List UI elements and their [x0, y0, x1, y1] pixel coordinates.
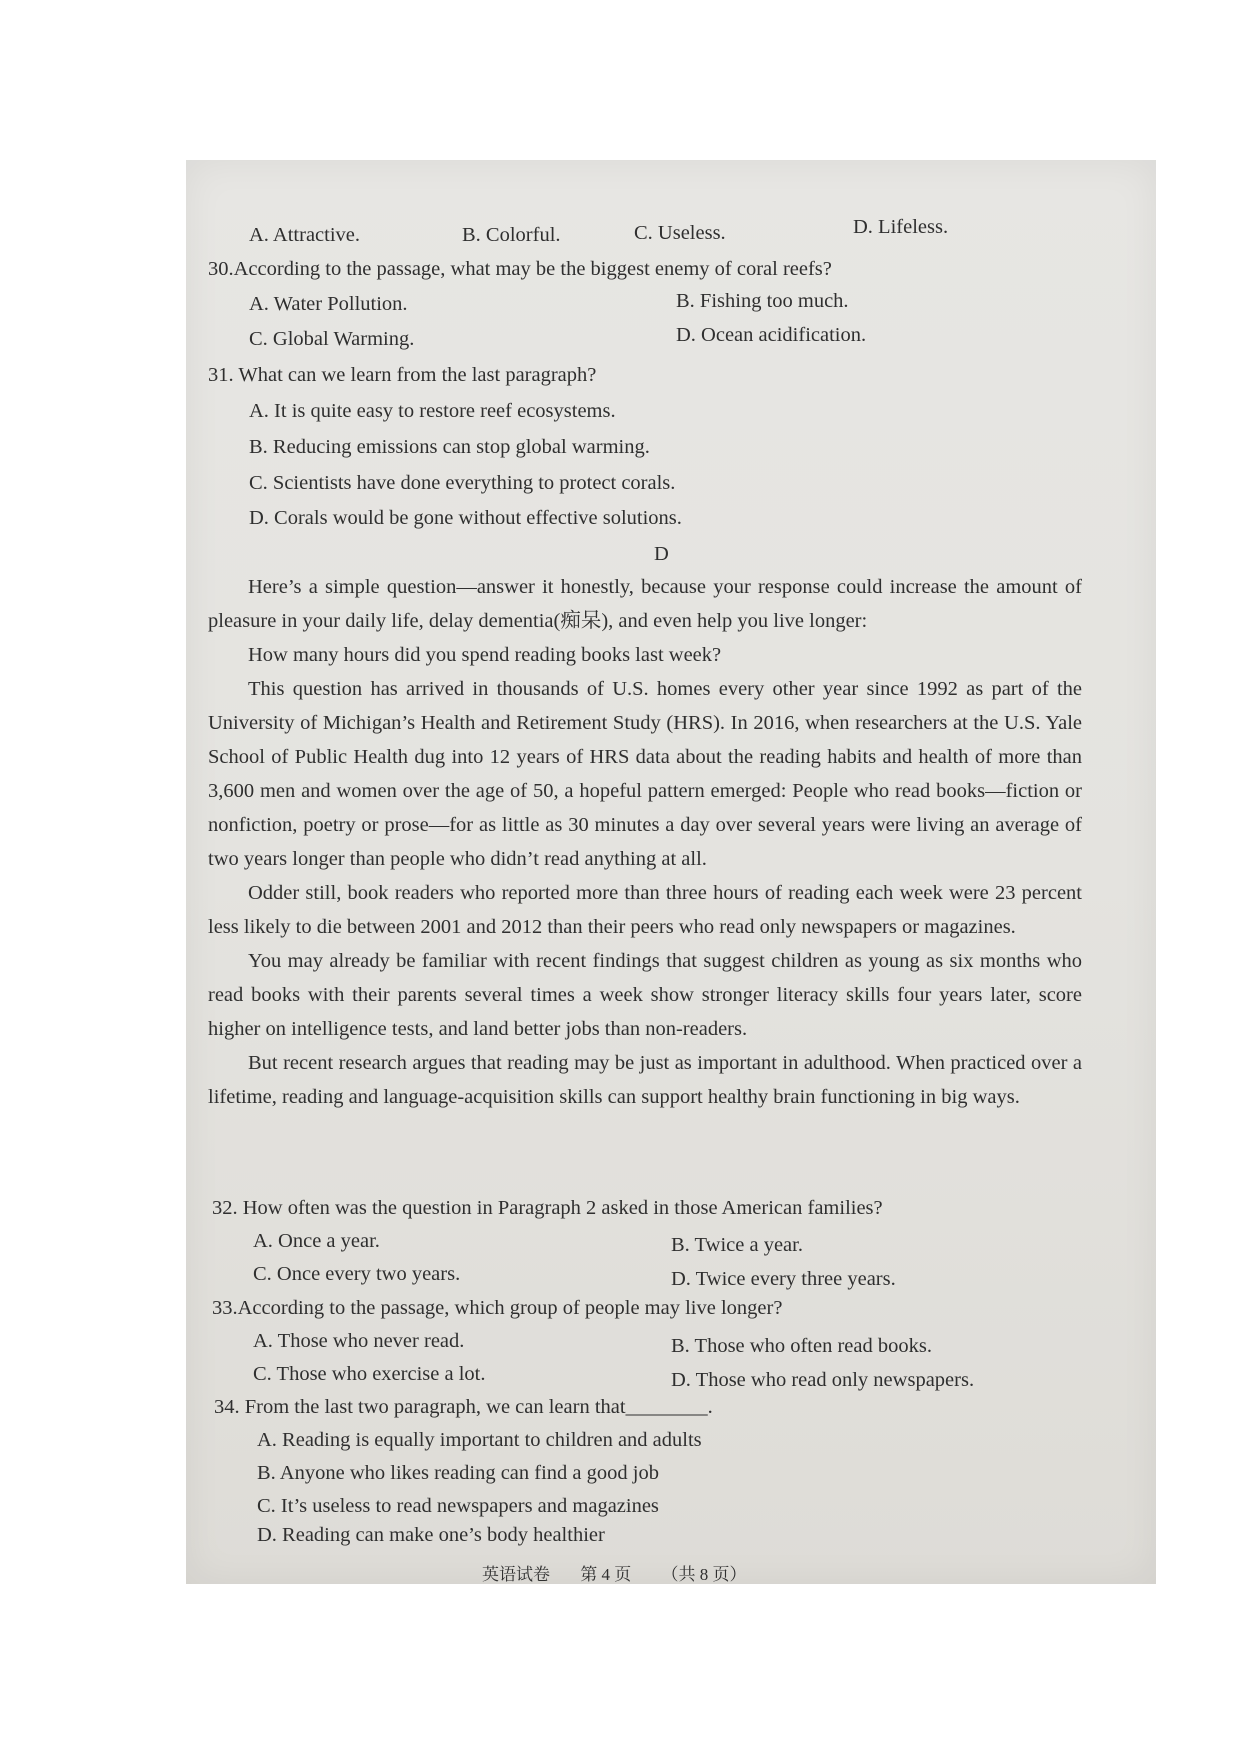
q30-option-d: D. Ocean acidification. — [676, 324, 867, 346]
footer-page-number: 第 4 页 — [580, 1565, 632, 1584]
q33-option-a: A. Those who never read. — [253, 1330, 465, 1352]
passage-paragraph-6: But recent research argues that reading may be just as important in adulthood. When practiced over a lifetime, reading and language-acquisition skills can support healthy brain functioning in big ways. — [208, 1052, 1082, 1108]
q29-option-a: A. Attractive. — [249, 224, 361, 246]
q32-stem: 32. How often was the question in Paragraph 2 asked in those American families? — [212, 1197, 883, 1219]
q33-option-b: B. Those who often read books. — [671, 1335, 932, 1357]
q31-stem: 31. What can we learn from the last paragraph? — [208, 364, 597, 386]
q30-option-b: B. Fishing too much. — [676, 290, 849, 312]
passage-paragraph-3: This question has arrived in thousands of U.S. homes every other year since 1992 as part of the University of Michigan’s Health and Retirement Study (HRS). In 2016, when researchers at the U.S. Yale School of Public Health dug into 12 years of HRS data about the reading habits and health of more than 3,600 men and women over the age of 50, a hopeful pattern emerged: People who read books—fiction or nonfiction, poetry or prose—for as little as 30 minutes a day over several years were living an average of two years longer than people who didn’t read anything at all. — [208, 678, 1082, 870]
q29-option-c: C. Useless. — [634, 222, 726, 244]
q34-option-a: A. Reading is equally important to children and adults — [257, 1429, 702, 1451]
q32-option-a: A. Once a year. — [253, 1230, 380, 1252]
q34-option-b: B. Anyone who likes reading can find a good job — [257, 1462, 659, 1484]
q33-option-d: D. Those who read only newspapers. — [671, 1369, 975, 1391]
q32-option-b: B. Twice a year. — [671, 1234, 803, 1256]
passage-body — [208, 570, 1082, 1114]
passage-paragraph-4: Odder still, book readers who reported more than three hours of reading each week were 23 percent less likely to die between 2001 and 2012 than their peers who read only newspapers or magazines. — [208, 882, 1082, 938]
q31-option-b: B. Reducing emissions can stop global warming. — [249, 436, 650, 458]
q34-stem: 34. From the last two paragraph, we can learn that________. — [214, 1396, 713, 1418]
q30-option-c: C. Global Warming. — [249, 328, 415, 350]
q30-stem: 30.According to the passage, what may be the biggest enemy of coral reefs? — [208, 258, 832, 280]
q31-option-c: C. Scientists have done everything to protect corals. — [249, 472, 676, 494]
passage-paragraph-1: Here’s a simple question—answer it honestly, because your response could increase the amount of pleasure in your daily life, delay dementia(痴呆), and even help you live longer: — [208, 576, 1082, 632]
q29-option-b: B. Colorful. — [462, 224, 561, 246]
q30-option-a: A. Water Pollution. — [249, 293, 408, 315]
q31-option-d: D. Corals would be gone without effective solutions. — [249, 507, 682, 529]
q29-option-d: D. Lifeless. — [853, 216, 949, 238]
q32-option-d: D. Twice every three years. — [671, 1268, 896, 1290]
q32-option-c: C. Once every two years. — [253, 1263, 461, 1285]
passage-heading: D — [654, 543, 669, 565]
passage-paragraph-5: You may already be familiar with recent findings that suggest children as young as six months who read books with their parents several times a week show stronger literacy skills four years later, score higher on intelligence tests, and land better jobs than non-readers. — [208, 950, 1082, 1040]
footer-total-pages: （共 8 页） — [661, 1565, 747, 1584]
q33-option-c: C. Those who exercise a lot. — [253, 1363, 486, 1385]
q34-option-c: C. It’s useless to read newspapers and magazines — [257, 1495, 659, 1517]
footer-subject: 英语试卷 — [482, 1565, 550, 1584]
q31-option-a: A. It is quite easy to restore reef ecosystems. — [249, 400, 616, 422]
q34-option-d: D. Reading can make one’s body healthier — [257, 1524, 605, 1546]
passage-paragraph-2: How many hours did you spend reading books last week? — [248, 644, 722, 666]
q33-stem: 33.According to the passage, which group of people may live longer? — [212, 1297, 783, 1319]
page-footer — [482, 1560, 773, 1585]
